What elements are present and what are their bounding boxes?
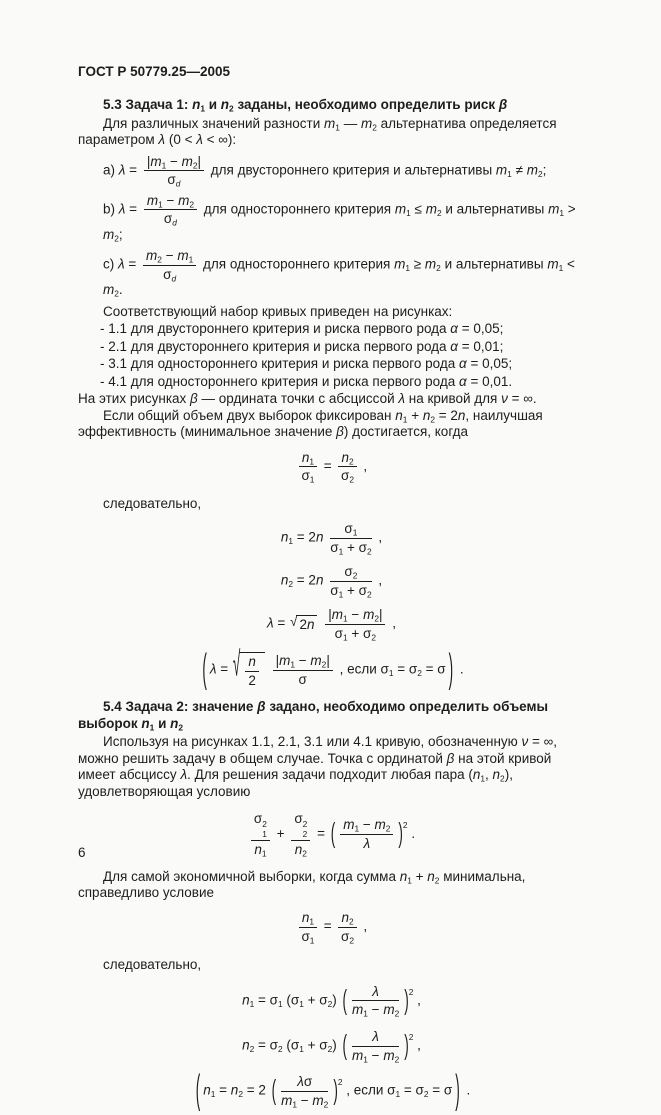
section-53-heading: 5.3 Задача 1: $n_1$ и $n_2$ заданы, необходимо определить риск β <box>103 97 508 114</box>
list-item: - 4.1 для одностороннего критерия и риска первого рода α = 0,01. <box>100 373 513 389</box>
formula-ratio-2: $\frac{n_1}{\sigma_1}$ = $\frac{n_2}{\sigma_2}$ , <box>78 910 585 944</box>
section-54-intro: Используя на рисунках 1.1, 2.1, 3.1 или 4.1 кривую, обозначенную ν = ∞, можно решить задачу в общем случае. Точка с ординатой β на этой кривой имеет абсциссу λ. Для решения задачи подходит любая пара ($n_1$, $n_2$), удовлетворяющая условию <box>78 734 558 799</box>
formula-lambda-equal-sigma: ( λ = √ $\frac{n}{2}$ $\frac{|m_1 - m_2|}{\sigma}$ , если $\sigma_1 = \sigma_2 = \sigma$ ) . <box>202 645 464 691</box>
page-number: 6 <box>78 845 86 860</box>
formula-lambda: λ = √ 2n $\frac{|m_1 - m_2|}{\sigma_1 + \sigma_2}$ , <box>266 607 396 643</box>
formula-condition: σ 2 1 $n_1$ + σ 2 2 $n_2$ = ( $\frac{m_1 - m_2}{\lambda}$ )$^2$ . <box>78 811 585 857</box>
formula-n1: $n_1 = 2n$ $\frac{\sigma_1}{\sigma_1 + \sigma_2}$ , <box>280 521 383 556</box>
formula-n2-task2: $n_2 = \sigma_2$ $(\sigma_1 + \sigma_2)$ ( $\frac{\lambda}{m_1 - m_2}$ )$^2$ , <box>242 1029 421 1064</box>
item-b: b) λ = $\frac{m_1 - m_2}{\sigma_d}$ для одностороннего критерия $m_1 \le m_2$ и альтернативы $m_1 > m_2$; <box>103 192 576 244</box>
curves-intro: Соответствующий набор кривых приведен на рисунках: <box>103 303 453 319</box>
fixed-volume-paragraph: Если общий объем двух выборок фиксирован $n_1 + n_2 = 2n$, наилучшая эффективность (минимальное значение β) достигается, когда <box>78 407 543 440</box>
item-c: c) λ = $\frac{m_2 - m_1}{\sigma_d}$ для одностороннего критерия $m_1 \ge m_2$ и альтернативы $m_1 < m_2$. <box>103 248 575 299</box>
economical-paragraph: Для самой экономичной выборки, когда сумма $n_1 + n_2$ минимальна, справедливо условие <box>78 868 526 900</box>
formula-n1-task2: $n_1 = \sigma_1$ $(\sigma_1 + \sigma_2)$ ( $\frac{\lambda}{m_1 - m_2}$ )$^2$ , <box>242 983 421 1019</box>
formula-n1n2-equal-sigma: ( $n_1 = n_2 = 2$ ( $\frac{\lambda\sigma}{m_1 - m_2}$ )$^2$ , если $\sigma_1 = \sigma_2 = \sigma$ ) . <box>195 1066 471 1112</box>
section-53-intro: Для различных значений разности $m_1$ — $m_2$ альтернатива определяется параметром λ (0 < λ < ∞): <box>78 115 557 148</box>
item-a: a) λ = $\frac{|m_1 - m_2|}{\sigma_d}$ для двустороннего критерия и альтернативы $m_1 \ne m_2$; <box>103 153 547 189</box>
list-item: - 3.1 для одностороннего критерия и риска первого рода α = 0,05; <box>100 356 513 372</box>
section-54-heading: 5.4 Задача 2: значение β задано, необходимо определить объемы выборок $n_1$ и $n_2$ <box>78 699 549 733</box>
list-item: - 1.1 для двустороннего критерия и риска первого рода α = 0,05; <box>100 321 504 337</box>
formula-n2: $n_2 = 2n$ $\frac{\sigma_2}{\sigma_1 + \sigma_2}$ , <box>280 564 383 600</box>
formula-ratio-1: $\frac{n_1}{\sigma_1}$ = $\frac{n_2}{\sigma_2}$ , <box>78 450 585 484</box>
list-item: - 2.1 для двустороннего критерия и риска первого рода α = 0,01; <box>100 338 504 354</box>
sledovatelno-1: следовательно, <box>103 495 202 511</box>
figures-note: На этих рисунках β — ордината точки с абсциссой λ на кривой для ν = ∞. <box>78 391 537 407</box>
page-header: ГОСТ Р 50779.25—2005 <box>78 64 230 79</box>
sledovatelno-2: следовательно, <box>103 956 202 972</box>
